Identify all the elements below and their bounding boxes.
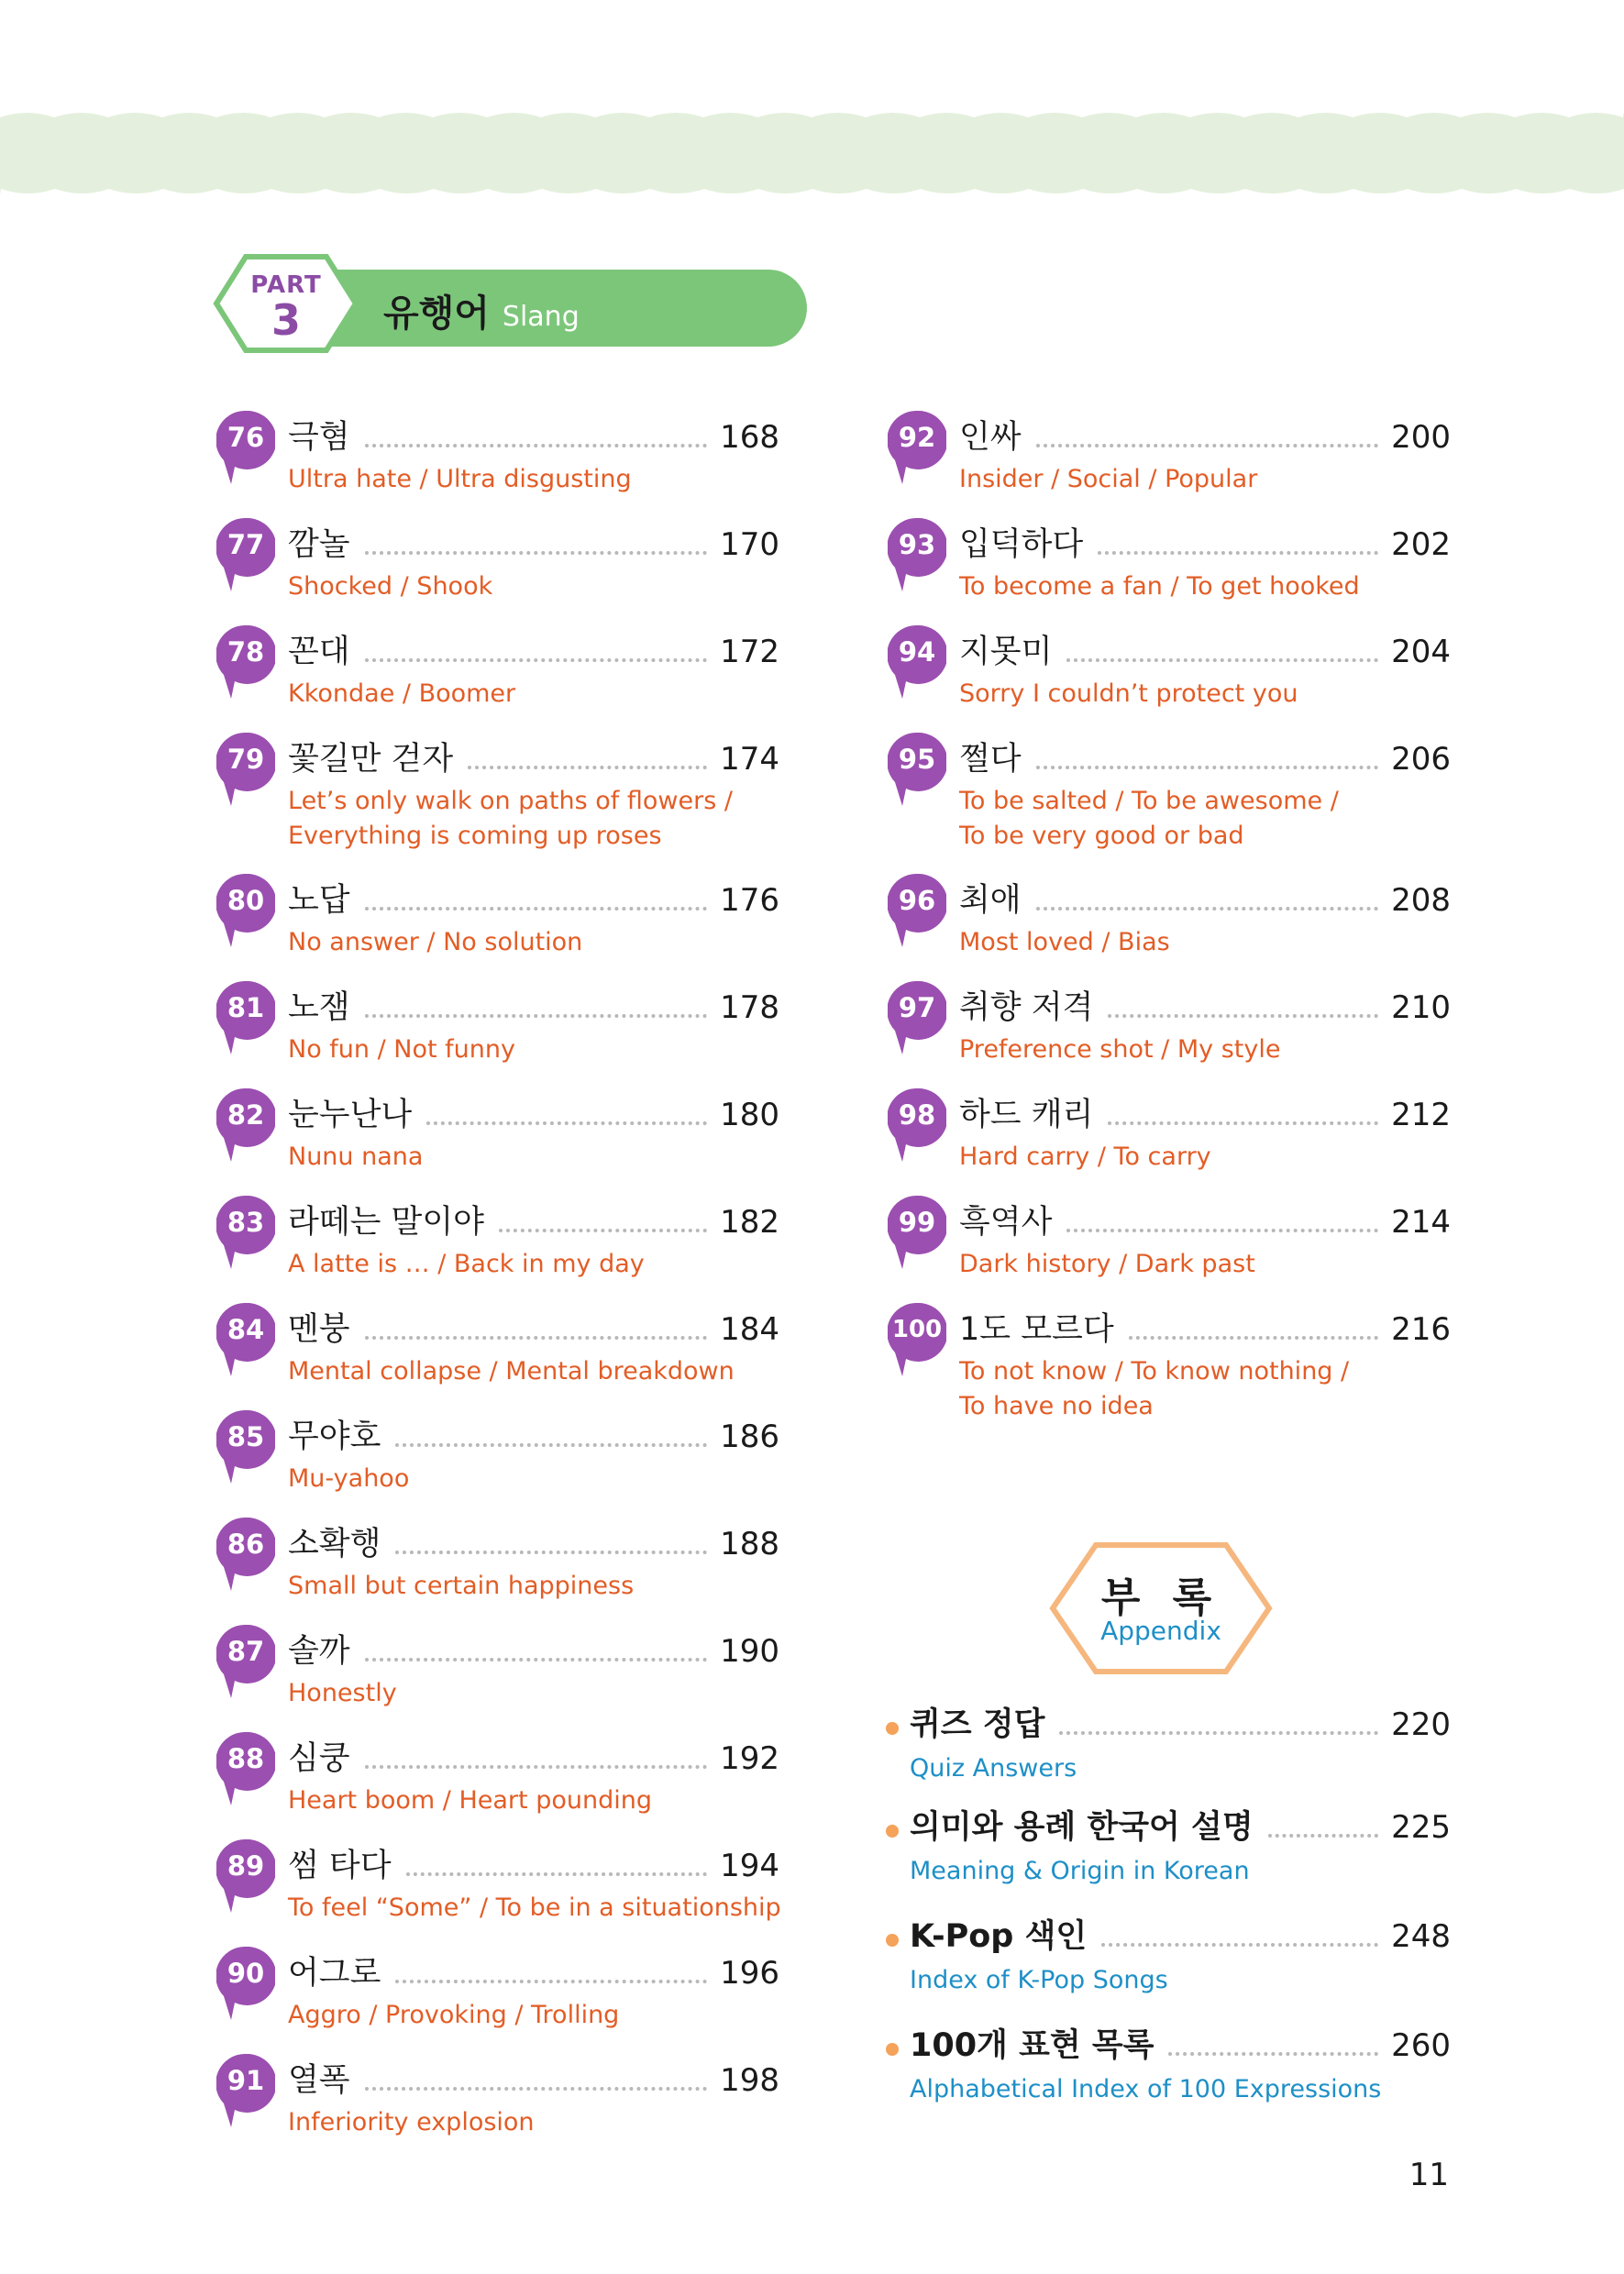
entry-page-number: 204 <box>1391 634 1451 670</box>
entry-heading-line <box>288 1632 779 1671</box>
bullet-icon <box>886 2043 899 2056</box>
entry-heading-line <box>288 525 779 564</box>
entry-english-translation <box>288 569 492 604</box>
entry-heading-line <box>288 1310 779 1349</box>
entry-korean-title: 무야호 <box>288 1418 381 1455</box>
entry-korean-title: 깜놀 <box>288 526 350 563</box>
toc-entry[interactable] <box>216 1839 779 1940</box>
appendix-english-title: Alphabetical Index of 100 Expressions <box>910 2075 1382 2103</box>
toc-entry[interactable] <box>216 1518 779 1618</box>
translation-line: Kkondae / Boomer <box>288 679 516 708</box>
entry-page-number: 212 <box>1391 1097 1451 1133</box>
entry-english-translation <box>288 1676 397 1711</box>
translation-line: Preference shot / My style <box>959 1035 1281 1064</box>
entry-number: 97 <box>898 992 936 1023</box>
appendix-english-title: Quiz Answers <box>910 1754 1077 1783</box>
appendix-korean-title: 100개 표현 목록 <box>910 2027 1154 2064</box>
entry-english-translation <box>959 569 1360 604</box>
translation-line: Small but certain happiness <box>288 1572 635 1600</box>
entry-korean-title: 꽃길만 걷자 <box>288 741 454 778</box>
entry-korean-title: 소확행 <box>288 1526 381 1562</box>
appendix-heading-line <box>910 1808 1451 1847</box>
toc-entry[interactable] <box>216 1947 779 2048</box>
toc-entry[interactable] <box>888 874 1451 975</box>
entry-page-number: 200 <box>1391 419 1451 456</box>
translation-line: Heart boom / Heart pounding <box>288 1786 652 1815</box>
toc-entry[interactable] <box>216 1196 779 1297</box>
appendix-entry[interactable] <box>886 1805 1451 1896</box>
dot-leader <box>365 1765 707 1769</box>
entry-page-number: 178 <box>720 989 779 1026</box>
part-title <box>383 284 580 337</box>
entry-heading-line <box>959 1203 1451 1242</box>
entry-korean-title: 취향 저격 <box>959 989 1094 1026</box>
entry-english-translation <box>288 1032 515 1067</box>
appendix-english-title: Index of K-Pop Songs <box>910 1966 1168 1994</box>
toc-entry[interactable] <box>888 733 1451 870</box>
part-number: 3 <box>271 295 301 345</box>
entry-number: 90 <box>226 1958 265 1989</box>
dot-leader <box>1168 2052 1378 2056</box>
dot-leader <box>365 444 707 447</box>
toc-entry[interactable] <box>888 1196 1451 1297</box>
entry-number: 79 <box>226 744 265 775</box>
translation-line: Mental collapse / Mental breakdown <box>288 1357 735 1385</box>
toc-entry[interactable] <box>888 411 1451 512</box>
entry-heading-line <box>959 1096 1451 1134</box>
entry-korean-title: 극혐 <box>288 419 350 456</box>
toc-entry[interactable] <box>216 1410 779 1511</box>
translation-line: To become a fan / To get hooked <box>959 572 1360 601</box>
entry-heading-line <box>959 1310 1451 1349</box>
dot-leader <box>499 1229 707 1232</box>
entry-number: 95 <box>898 744 936 775</box>
toc-entry[interactable] <box>888 1088 1451 1189</box>
entry-korean-title: 솔까 <box>288 1633 350 1670</box>
appendix-entry[interactable] <box>886 1702 1451 1794</box>
translation-line: No fun / Not funny <box>288 1035 515 1064</box>
dot-leader <box>1098 551 1378 555</box>
translation-line: Nunu nana <box>288 1143 424 1171</box>
entry-number: 84 <box>226 1314 265 1345</box>
entry-english-translation <box>959 784 1339 854</box>
entry-number: 82 <box>226 1099 265 1131</box>
entry-heading-line <box>288 1525 779 1563</box>
entry-english-translation <box>959 1247 1255 1282</box>
dot-leader <box>365 658 707 662</box>
entry-page-number: 180 <box>720 1097 779 1133</box>
entry-english-translation <box>288 2105 535 2140</box>
entry-korean-title: 어그로 <box>288 1955 381 1992</box>
entry-heading-line <box>288 418 779 457</box>
toc-entry[interactable] <box>216 411 779 512</box>
dot-leader <box>365 1336 707 1340</box>
entry-heading-line <box>288 1418 779 1456</box>
translation-line: Mu-yahoo <box>288 1464 410 1493</box>
translation-line: Inferiority explosion <box>288 2108 535 2136</box>
translation-line: Honestly <box>288 1679 397 1707</box>
entry-number: 77 <box>226 529 265 560</box>
entry-page-number: 196 <box>720 1955 779 1992</box>
dot-leader <box>1268 1834 1378 1838</box>
entry-heading-line <box>288 1847 779 1885</box>
entry-number: 89 <box>226 1850 265 1882</box>
entry-english-translation <box>288 784 733 854</box>
appendix-title: 부 록 <box>1100 1574 1221 1621</box>
entry-page-number: 206 <box>1391 741 1451 778</box>
toc-entry[interactable] <box>888 1303 1451 1441</box>
entry-number: 91 <box>226 2065 265 2096</box>
entry-heading-line <box>288 1954 779 1993</box>
entry-korean-title: 흑역사 <box>959 1204 1053 1241</box>
entry-korean-title: 인싸 <box>959 419 1022 456</box>
entry-page-number: 174 <box>720 741 779 778</box>
entry-english-translation <box>288 1998 619 2033</box>
dot-leader <box>365 1014 707 1018</box>
entry-korean-title: 쩔다 <box>959 741 1022 778</box>
entry-english-translation <box>959 462 1257 497</box>
appendix-subtitle: Appendix <box>1100 1616 1221 1646</box>
toc-entry[interactable] <box>216 518 779 619</box>
entry-heading-line <box>959 740 1451 778</box>
entry-number: 86 <box>226 1529 265 1560</box>
entry-english-translation <box>288 462 632 497</box>
entry-english-translation <box>288 1354 735 1389</box>
dot-leader <box>395 1980 707 1983</box>
entry-page-number: 182 <box>720 1204 779 1241</box>
entry-page-number: 208 <box>1391 882 1451 919</box>
entry-heading-line <box>959 633 1451 671</box>
appendix-korean-title: 퀴즈 정답 <box>910 1706 1045 1743</box>
translation-line: A latte is … / Back in my day <box>288 1250 645 1278</box>
toc-entry[interactable] <box>216 981 779 1082</box>
translation-line: Sorry I couldn’t protect you <box>959 679 1298 708</box>
entry-english-translation <box>959 1140 1211 1175</box>
appendix-page-number: 225 <box>1391 1809 1451 1846</box>
entry-page-number: 170 <box>720 526 779 563</box>
appendix-korean-title: 의미와 용례 한국어 설명 <box>910 1809 1254 1846</box>
entry-heading-line <box>288 1739 779 1778</box>
entry-number: 92 <box>898 422 936 453</box>
toc-entry[interactable] <box>216 733 779 870</box>
entry-korean-title: 지못미 <box>959 634 1053 670</box>
toc-entry[interactable] <box>216 1088 779 1189</box>
entry-page-number: 186 <box>720 1418 779 1455</box>
entry-english-translation <box>288 1783 652 1818</box>
appendix-page-number: 260 <box>1391 2027 1451 2064</box>
toc-entry[interactable] <box>888 518 1451 619</box>
translation-line: Aggro / Provoking / Trolling <box>288 2001 620 2029</box>
entry-number: 93 <box>898 529 936 560</box>
entry-korean-title: 노답 <box>288 882 350 919</box>
dot-leader <box>365 551 707 555</box>
dot-leader <box>365 1658 707 1661</box>
dot-leader <box>1066 1229 1378 1232</box>
dot-leader <box>1108 1121 1378 1125</box>
entry-number: 78 <box>226 636 265 668</box>
entry-korean-title: 열폭 <box>288 2062 350 2099</box>
entry-heading-line <box>288 1203 779 1242</box>
entry-heading-line <box>959 525 1451 564</box>
entry-number: 85 <box>226 1421 265 1452</box>
translation-line: To be very good or bad <box>959 822 1244 850</box>
dot-leader <box>1101 1943 1378 1947</box>
dot-leader <box>1059 1731 1378 1735</box>
dot-leader <box>468 766 707 769</box>
entry-english-translation <box>959 1032 1280 1067</box>
dot-leader <box>365 2087 707 2091</box>
entry-number: 88 <box>226 1743 265 1774</box>
entry-number: 81 <box>226 992 265 1023</box>
entry-page-number: 198 <box>720 2062 779 2099</box>
entry-english-translation <box>288 1569 634 1604</box>
translation-line: Dark history / Dark past <box>959 1250 1255 1278</box>
appendix-page-number: 248 <box>1391 1918 1451 1955</box>
entry-english-translation <box>959 677 1298 712</box>
entry-page-number: 184 <box>720 1311 779 1348</box>
toc-entry[interactable] <box>216 1625 779 1726</box>
entry-english-translation <box>288 1462 409 1496</box>
entry-page-number: 214 <box>1391 1204 1451 1241</box>
entry-page-number: 188 <box>720 1526 779 1562</box>
entry-number: 83 <box>226 1207 265 1238</box>
bullet-icon <box>886 1934 899 1947</box>
toc-entry[interactable] <box>216 1303 779 1404</box>
entry-number: 98 <box>898 1099 936 1131</box>
entry-heading-line <box>288 633 779 671</box>
entry-page-number: 194 <box>720 1848 779 1884</box>
dot-leader <box>395 1551 707 1554</box>
translation-line: To feel “Some” / To be in a situationship <box>288 1893 781 1922</box>
entry-heading-line <box>959 418 1451 457</box>
entry-heading-line <box>288 2061 779 2100</box>
appendix-english-title: Meaning & Origin in Korean <box>910 1857 1250 1885</box>
entry-korean-title: 하드 캐리 <box>959 1097 1094 1133</box>
entry-korean-title: 썸 타다 <box>288 1848 392 1884</box>
entry-heading-line <box>288 988 779 1027</box>
entry-english-translation <box>288 925 582 960</box>
entry-page-number: 176 <box>720 882 779 919</box>
appendix-heading-line <box>910 1917 1451 1956</box>
entry-page-number: 216 <box>1391 1311 1451 1348</box>
translation-line: To not know / To know nothing / <box>959 1357 1350 1385</box>
translation-line: Shocked / Shook <box>288 572 493 601</box>
part-title-korean: 유행어 <box>383 293 490 335</box>
translation-line: To be salted / To be awesome / <box>959 787 1339 815</box>
translation-line: Insider / Social / Popular <box>959 465 1258 493</box>
entry-english-translation <box>959 1354 1349 1424</box>
entry-korean-title: 라떼는 말이야 <box>288 1204 484 1241</box>
entry-number: 96 <box>898 885 936 916</box>
translation-line: Let’s only walk on paths of flowers / <box>288 787 733 815</box>
entry-heading-line <box>288 740 779 778</box>
toc-entry[interactable] <box>888 981 1451 1082</box>
entry-korean-title: 심쿵 <box>288 1740 350 1777</box>
entry-page-number: 172 <box>720 634 779 670</box>
entry-number: 100 <box>891 1316 943 1343</box>
entry-korean-title: 1도 모르다 <box>959 1311 1114 1348</box>
page-number: 11 <box>1409 2157 1449 2193</box>
translation-line: Most loved / Bias <box>959 928 1170 956</box>
translation-line: Hard carry / To carry <box>959 1143 1211 1171</box>
entry-page-number: 202 <box>1391 526 1451 563</box>
bullet-icon <box>886 1722 899 1735</box>
entry-english-translation <box>288 1140 423 1175</box>
part-header <box>213 253 807 354</box>
entry-english-translation <box>288 1891 781 1926</box>
entry-korean-title: 입덕하다 <box>959 526 1084 563</box>
entry-heading-line <box>288 881 779 920</box>
entry-english-translation <box>959 925 1170 960</box>
part-title-english: Slang <box>502 301 580 333</box>
appendix-page-number: 220 <box>1391 1706 1451 1743</box>
translation-line: To have no idea <box>959 1392 1154 1420</box>
entry-heading-line <box>959 881 1451 920</box>
appendix-heading-line <box>910 1706 1451 1744</box>
entry-english-translation <box>288 677 515 712</box>
dot-leader <box>1036 907 1378 911</box>
entry-number: 80 <box>226 885 265 916</box>
bullet-icon <box>886 1825 899 1838</box>
entry-number: 87 <box>226 1636 265 1667</box>
entry-page-number: 168 <box>720 419 779 456</box>
entry-korean-title: 꼰대 <box>288 634 350 670</box>
entry-korean-title: 최애 <box>959 882 1022 919</box>
toc-entry[interactable] <box>216 874 779 975</box>
entry-korean-title: 노잼 <box>288 989 350 1026</box>
dot-leader <box>406 1872 708 1876</box>
appendix-korean-title: K-Pop 색인 <box>910 1918 1088 1955</box>
dot-leader <box>426 1121 707 1125</box>
entry-english-translation <box>288 1247 645 1282</box>
dot-leader <box>1108 1014 1378 1018</box>
entry-heading-line <box>288 1096 779 1134</box>
translation-line: Everything is coming up roses <box>288 822 662 850</box>
appendix-heading-line <box>910 2026 1451 2065</box>
dot-leader <box>1036 766 1378 769</box>
appendix-entry[interactable] <box>886 1914 1451 2005</box>
entry-korean-title: 멘붕 <box>288 1311 350 1348</box>
dot-leader <box>1066 658 1378 662</box>
decorative-wave-band <box>0 0 1624 220</box>
dot-leader <box>1129 1336 1378 1340</box>
entry-page-number: 192 <box>720 1740 779 1777</box>
dot-leader <box>1036 444 1378 447</box>
toc-entry[interactable] <box>216 1732 779 1833</box>
entry-number: 94 <box>898 636 936 668</box>
entry-number: 76 <box>226 422 265 453</box>
toc-entry[interactable] <box>216 2054 779 2155</box>
dot-leader <box>395 1443 707 1447</box>
entry-number: 99 <box>898 1207 936 1238</box>
dot-leader <box>365 907 707 911</box>
entry-heading-line <box>959 988 1451 1027</box>
entry-page-number: 190 <box>720 1633 779 1670</box>
translation-line: Ultra hate / Ultra disgusting <box>288 465 632 493</box>
toc-entry[interactable] <box>888 625 1451 726</box>
translation-line: No answer / No solution <box>288 928 583 956</box>
appendix-entry[interactable] <box>886 2023 1451 2114</box>
entry-korean-title: 눈누난나 <box>288 1097 413 1133</box>
toc-entry[interactable] <box>216 625 779 726</box>
part-label: PART <box>250 271 322 299</box>
entry-page-number: 210 <box>1391 989 1451 1026</box>
